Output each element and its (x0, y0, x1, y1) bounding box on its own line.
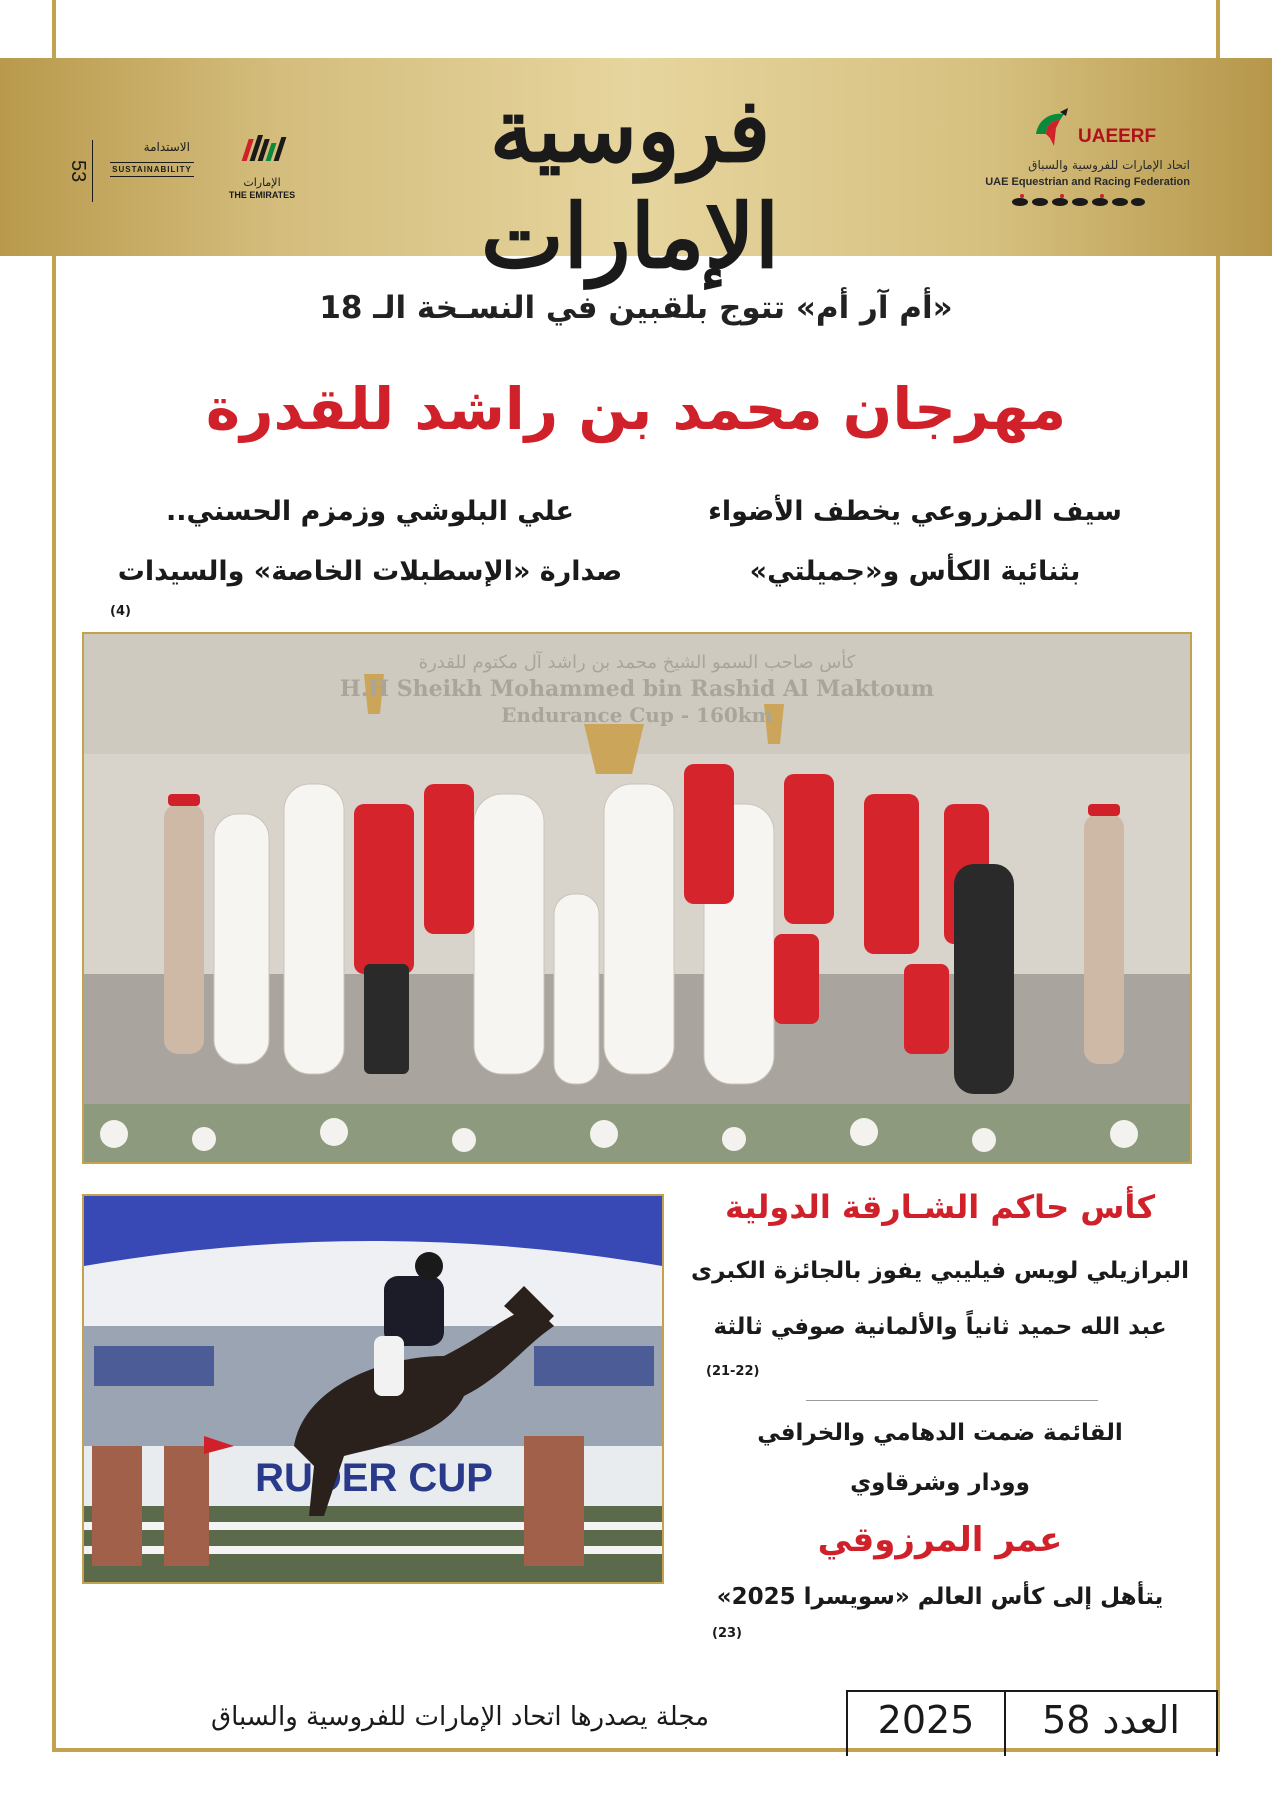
sharjah-line-2: عبد الله حميد ثانياً والألمانية صوفي ثالثة (713, 1314, 1167, 1340)
footer-year: 2025 (877, 1698, 975, 1742)
podium-ceremony-photo (82, 632, 1192, 1164)
footer-issue: العدد 58 (1042, 1698, 1180, 1742)
photo-banner-en-2: Endurance Cup - 160km (501, 703, 773, 727)
right-story-line-2: بثنائية الكأس و«جميلتي» (749, 556, 1081, 587)
federation-name-ar: اتحاد الإمارات للفروسية والسباق (1028, 158, 1190, 172)
sharjah-page-ref: (21-22) (706, 1364, 760, 1379)
show-jumping-illustration (84, 1196, 662, 1582)
podium-scene-illustration (84, 634, 1190, 1162)
cover-headline: مهرجان محمد بن راشد للقدرة (205, 375, 1067, 443)
the-emirates-name-ar: الإمارات (243, 176, 281, 189)
marzouqi-name: عمر المرزوقي (817, 1520, 1063, 1560)
marzouqi-line-2: وودار وشرقاوي (850, 1470, 1030, 1496)
federation-emblem-icon (1030, 106, 1074, 150)
cover-kicker: «أم آر أم» تتوج بلقبين في النسـخة الـ 18 (319, 290, 953, 326)
sharjah-line-1: البرازيلي لويس فيليبي يفوز بالجائزة الكبرى (691, 1258, 1189, 1284)
photo-banner-ar: كأس صاحب السمو الشيخ محمد بن راشد آل مكتوم للقدرة (418, 652, 856, 673)
left-story-line-2: صدارة «الإسطبلات الخاصة» والسيدات (117, 556, 623, 587)
magazine-title: فروسية الإمارات (480, 78, 780, 288)
sustainability-label-en: SUSTAINABILITY (110, 162, 194, 177)
marzouqi-line-1: القائمة ضمت الدهامي والخرافي (757, 1420, 1123, 1446)
photo2-banner: RUDER CUP (255, 1456, 493, 1500)
horses-row-icon (1008, 192, 1148, 210)
page-frame-left (52, 0, 56, 1752)
federation-abbr: UAEERF (1078, 126, 1157, 147)
side-divider (806, 1400, 1098, 1401)
federation-logo (960, 96, 1200, 216)
left-story-line-1: علي البلوشي وزمزم الحسني.. (165, 496, 575, 527)
footer-year-box (846, 1690, 1006, 1756)
the-emirates-name-en: THE EMIRATES (228, 190, 296, 200)
sharjah-cup-title: كأس حاكم الشـارقة الدولية (724, 1188, 1156, 1226)
page-frame-right (1216, 0, 1220, 1752)
right-story-line-1: سيف المزروعي يخطف الأضواء (708, 496, 1122, 527)
footer-issue-box (1004, 1690, 1218, 1756)
photo-banner-en-1: H.H Sheikh Mohammed bin Rashid Al Maktoum (339, 676, 935, 702)
show-jumping-photo (82, 1194, 664, 1584)
sustainability-label-ar: الاستدامة (143, 140, 190, 154)
sustainability-number: 53 (70, 140, 93, 202)
footer-description: مجلة يصدرها اتحاد الإمارات للفروسية والسباق (210, 1702, 710, 1732)
left-story-page-ref: (4) (110, 604, 131, 619)
federation-name-en: UAE Equestrian and Racing Federation (985, 176, 1190, 188)
marzouqi-page-ref: (23) (712, 1626, 742, 1641)
marzouqi-line-3: يتأهل إلى كأس العالم «سويسرا 2025» (716, 1584, 1164, 1610)
sustainability-logo (67, 140, 198, 202)
